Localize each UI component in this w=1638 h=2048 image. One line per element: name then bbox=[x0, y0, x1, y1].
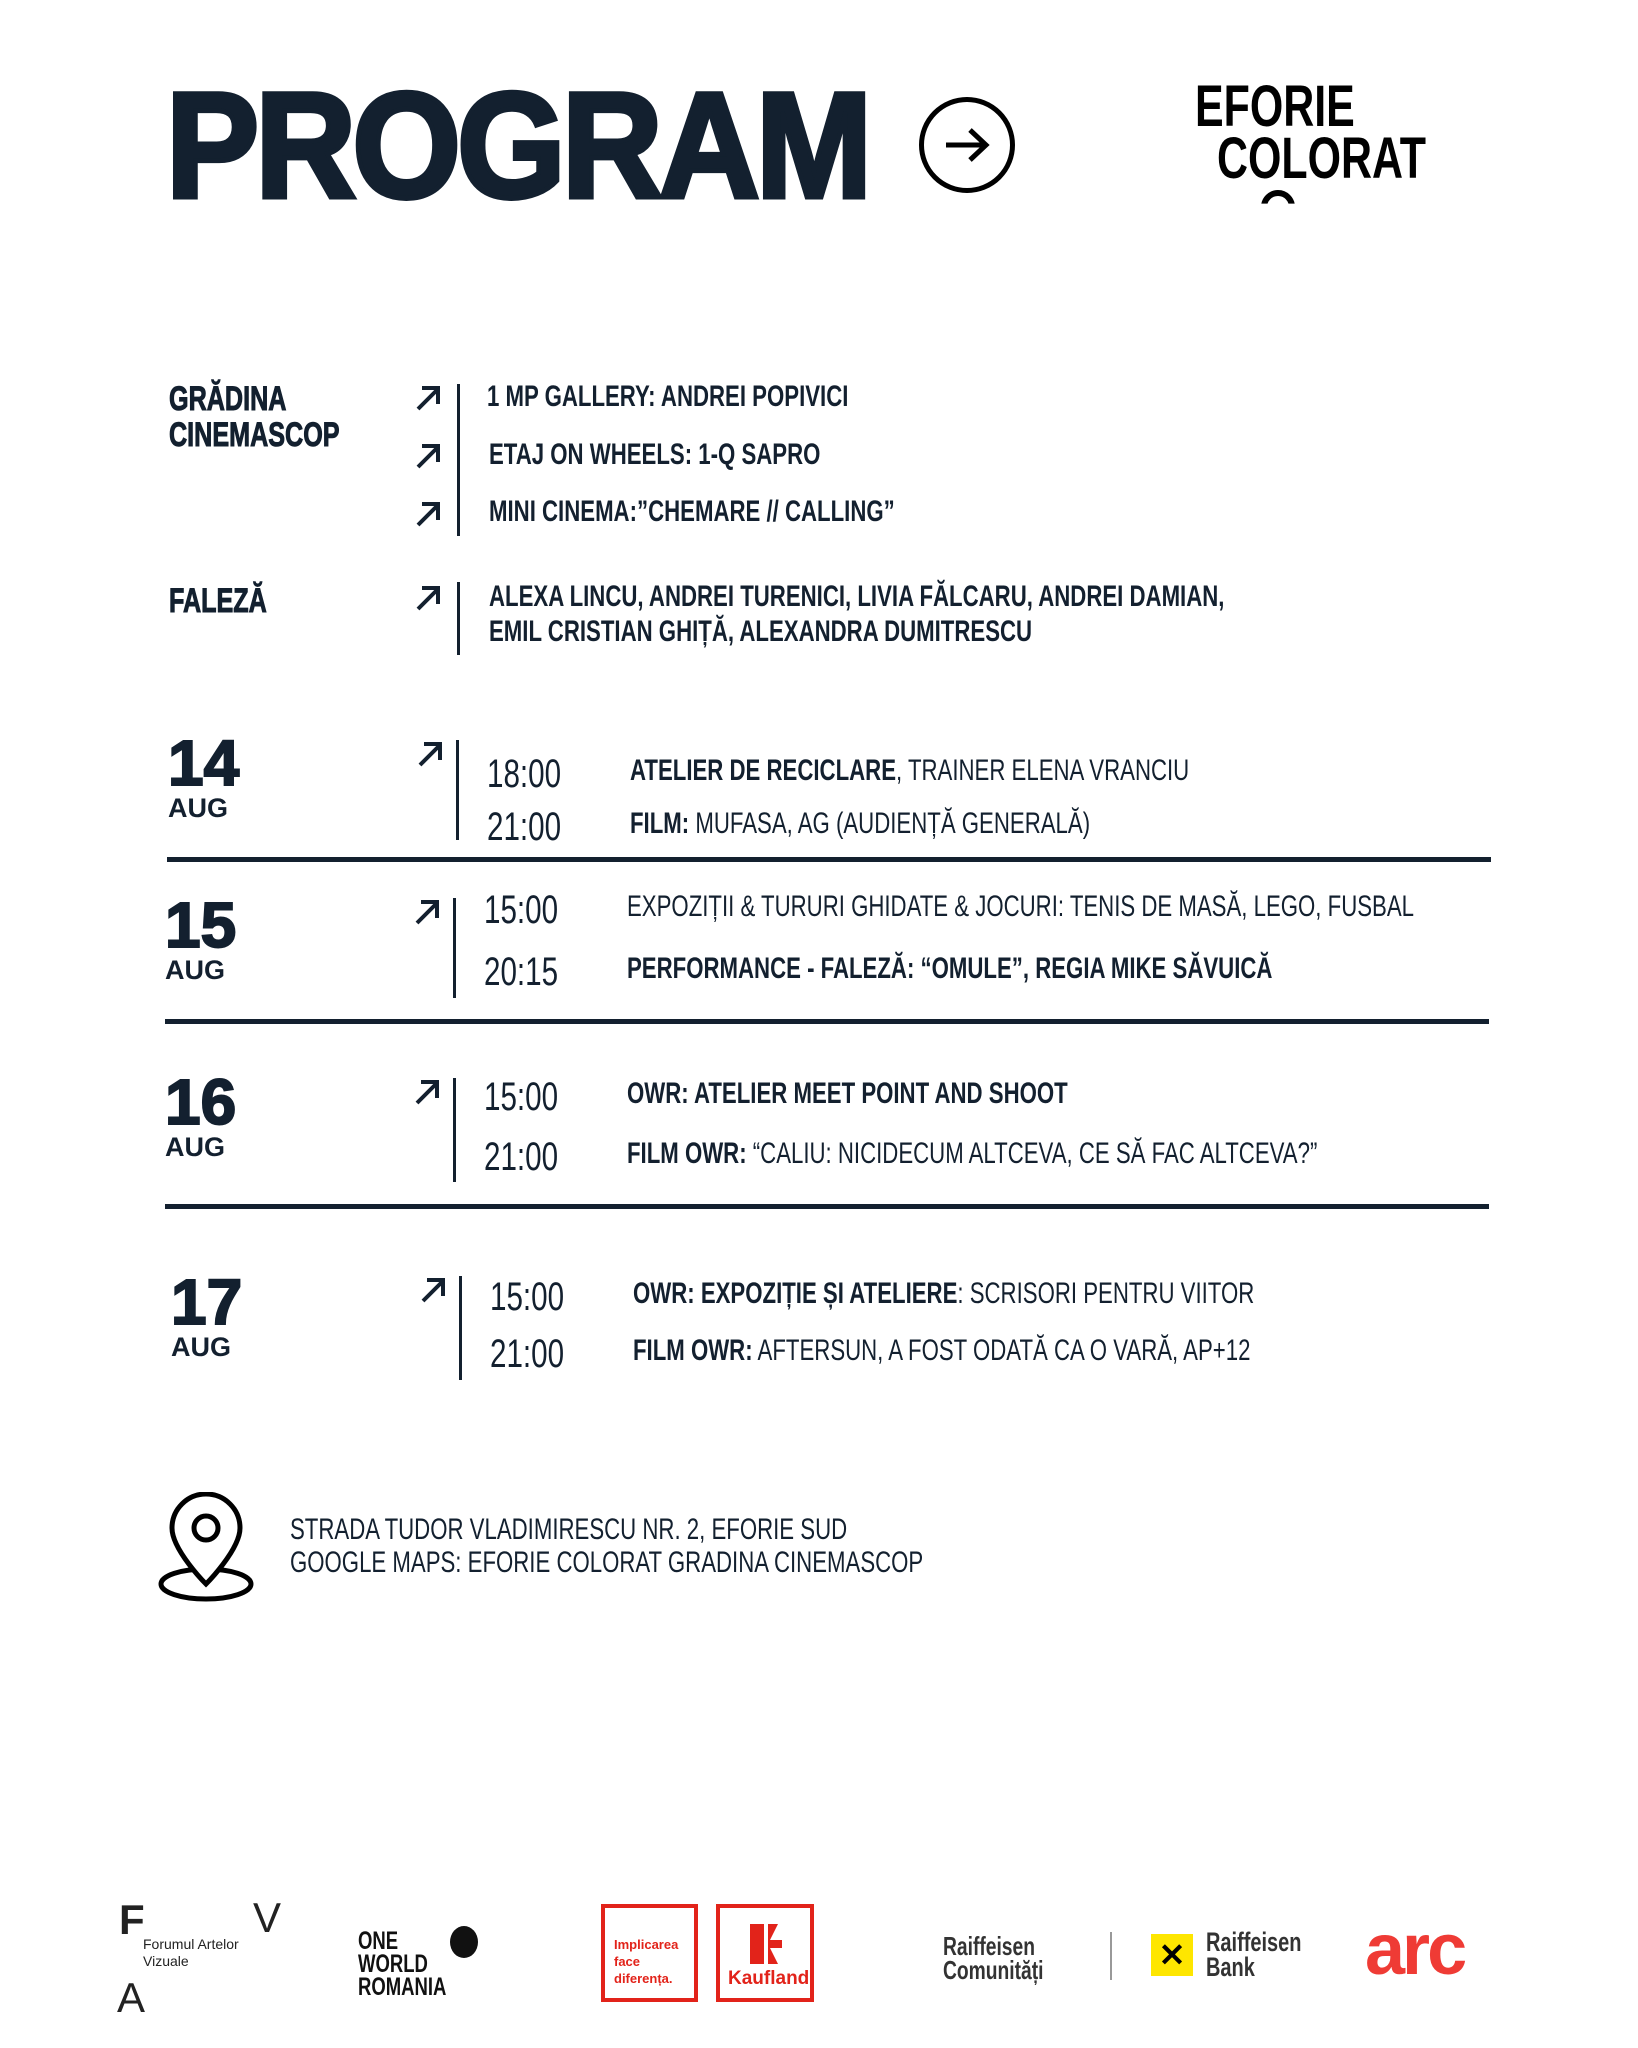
owr-line: WORLD bbox=[358, 1950, 428, 1978]
location-pin-icon bbox=[156, 1492, 256, 1604]
arrow-up-right-icon bbox=[419, 1276, 447, 1304]
google-maps-link[interactable]: GOOGLE MAPS: EFORIE COLORAT GRADINA CINEMASCOP bbox=[290, 1546, 924, 1579]
day-month: AUG bbox=[165, 955, 225, 985]
fav-logo bbox=[117, 1894, 289, 2021]
event-detail: “CALIU: NICIDECUM ALTCEVA, CE SĂ FAC ALTCEVA?” bbox=[746, 1137, 1318, 1170]
day-number: 16 bbox=[165, 1066, 237, 1138]
fav-mark-letter: V bbox=[253, 1894, 282, 1941]
logo-ring bbox=[1261, 190, 1295, 224]
event[interactable] bbox=[627, 952, 1499, 986]
event[interactable] bbox=[627, 890, 1638, 924]
day-month: AUG bbox=[165, 1132, 225, 1162]
event[interactable] bbox=[630, 807, 1252, 841]
event-title: FILM OWR: bbox=[627, 1137, 747, 1170]
event-time: 15:00 bbox=[484, 1075, 559, 1119]
day-block bbox=[165, 1066, 237, 1162]
day-number: 17 bbox=[171, 1266, 243, 1338]
kaufland-k-icon bbox=[750, 1924, 790, 1964]
event-detail: AFTERSUN, A FOST ODATĂ CA O VARĂ, AP+12 bbox=[752, 1334, 1251, 1367]
logo-line2: COLORAT bbox=[1217, 126, 1427, 191]
impl-line: face bbox=[614, 1954, 641, 1969]
raiffeisen-bank-logo bbox=[1206, 1927, 1335, 1982]
day-number: 14 bbox=[168, 727, 240, 799]
event-title: ATELIER DE RECICLARE bbox=[630, 754, 897, 787]
arrow-up-right-icon bbox=[414, 500, 442, 528]
event-detail: MUFASA, AG (AUDIENȚĂ GENERALĂ) bbox=[689, 807, 1091, 840]
fav-mark-letter: A bbox=[117, 1974, 146, 2021]
page-title: PROGRAM bbox=[166, 61, 869, 229]
event-title: PERFORMANCE - FALEZĂ: “OMULE”, REGIA MIKE SĂVUICĂ bbox=[627, 952, 1273, 985]
impl-line: diferența. bbox=[614, 1971, 673, 1986]
divider bbox=[1110, 1932, 1112, 1980]
divider bbox=[459, 1276, 462, 1380]
rb-line: Bank bbox=[1206, 1952, 1255, 1982]
venue-gradina bbox=[169, 381, 399, 453]
day-month: AUG bbox=[168, 793, 228, 823]
event-title: OWR: ATELIER MEET POINT AND SHOOT bbox=[627, 1077, 1068, 1110]
event-title: FILM OWR: bbox=[633, 1334, 753, 1367]
raiffeisen-cross-icon: ✕ bbox=[1151, 1934, 1193, 1976]
divider bbox=[457, 384, 460, 536]
event[interactable] bbox=[627, 1077, 1223, 1111]
fav-text: Forumul Artelor Vizuale bbox=[143, 1936, 239, 1969]
arrow-up-right-icon bbox=[414, 442, 442, 470]
event-detail: : SCRISORI PENTRU VIITOR bbox=[957, 1277, 1255, 1310]
day-number: 15 bbox=[165, 889, 237, 961]
divider bbox=[456, 740, 459, 840]
venue-item[interactable]: MINI CINEMA:”CHEMARE // CALLING” bbox=[489, 495, 895, 528]
venue-name: GRĂDINA bbox=[169, 380, 287, 418]
venue-name: FALEZĂ bbox=[169, 582, 267, 620]
kaufland-logo bbox=[716, 1904, 814, 2002]
impl-line: Implicarea bbox=[614, 1937, 679, 1952]
event-title: OWR: EXPOZIȚIE ȘI ATELIERE bbox=[633, 1277, 958, 1310]
address-line: STRADA TUDOR VLADIMIRESCU NR. 2, EFORIE SUD bbox=[290, 1513, 848, 1546]
day-block bbox=[168, 727, 240, 823]
venue-item: EMIL CRISTIAN GHIȚĂ, ALEXANDRA DUMITRESCU bbox=[489, 615, 1033, 648]
rc-line: Comunități bbox=[943, 1955, 1044, 1985]
event-time: 15:00 bbox=[490, 1275, 565, 1319]
arrow-up-right-icon bbox=[413, 1078, 441, 1106]
event[interactable] bbox=[633, 1277, 1473, 1311]
event-title: FILM: bbox=[630, 807, 690, 840]
event[interactable] bbox=[633, 1334, 1467, 1368]
event-detail: EXPOZIȚII & TURURI GHIDATE & JOCURI: TENIS DE MASĂ, LEGO, FUSBAL bbox=[627, 890, 1415, 923]
separator bbox=[165, 1204, 1489, 1209]
divider bbox=[457, 582, 460, 655]
owr-line: ONE bbox=[358, 1927, 399, 1955]
event-time: 20:15 bbox=[484, 950, 559, 994]
day-month: AUG bbox=[171, 1332, 231, 1362]
globe-icon bbox=[450, 1926, 478, 1958]
arrow-up-right-icon bbox=[413, 898, 441, 926]
event-time: 21:00 bbox=[490, 1332, 565, 1376]
rb-line: Raiffeisen bbox=[1206, 1927, 1302, 1957]
event-time: 21:00 bbox=[484, 1135, 559, 1179]
venue-item[interactable]: ALEXA LINCU, ANDREI TURENICI, LIVIA FĂLCARU, ANDREI DAMIAN, bbox=[489, 580, 1225, 613]
venue-item[interactable]: 1 MP GALLERY: ANDREI POPIVICI bbox=[487, 380, 849, 413]
implicarea-logo bbox=[601, 1904, 698, 2002]
arrow-up-right-icon bbox=[416, 740, 444, 768]
event[interactable] bbox=[627, 1137, 1560, 1171]
fav-mark-letter: F bbox=[119, 1896, 145, 1943]
arrow-up-right-icon bbox=[414, 584, 442, 612]
event-time: 21:00 bbox=[487, 805, 562, 849]
eforie-colorat-logo bbox=[1195, 74, 1495, 213]
event-time: 15:00 bbox=[484, 888, 559, 932]
next-button[interactable] bbox=[919, 97, 1015, 193]
one-world-romania-logo bbox=[358, 1927, 477, 2001]
address bbox=[290, 1513, 1146, 1579]
logo-line1: EFORIE bbox=[1195, 74, 1355, 139]
separator bbox=[165, 1019, 1489, 1024]
event-detail: , TRAINER ELENA VRANCIU bbox=[896, 754, 1190, 787]
day-block bbox=[165, 889, 237, 985]
arrow-right-icon bbox=[942, 125, 992, 165]
raiffeisen-comunitati-logo bbox=[943, 1931, 1079, 1985]
kaufland-text: Kaufland bbox=[728, 1968, 810, 1989]
separator bbox=[167, 857, 1491, 862]
divider bbox=[453, 1078, 456, 1182]
venue-name: CINEMASCOP bbox=[169, 416, 340, 454]
arrow-up-right-icon bbox=[414, 384, 442, 412]
event-time: 18:00 bbox=[487, 752, 562, 796]
rc-line: Raiffeisen bbox=[943, 1931, 1035, 1961]
venue-item[interactable]: ETAJ ON WHEELS: 1-Q SAPRO bbox=[489, 438, 821, 471]
day-block bbox=[171, 1266, 243, 1362]
divider bbox=[453, 898, 456, 998]
arc-logo: arc bbox=[1365, 1910, 1465, 1990]
event[interactable] bbox=[630, 754, 1386, 788]
venue-faleza bbox=[169, 583, 301, 619]
owr-line: ROMANIA bbox=[358, 1973, 447, 2001]
